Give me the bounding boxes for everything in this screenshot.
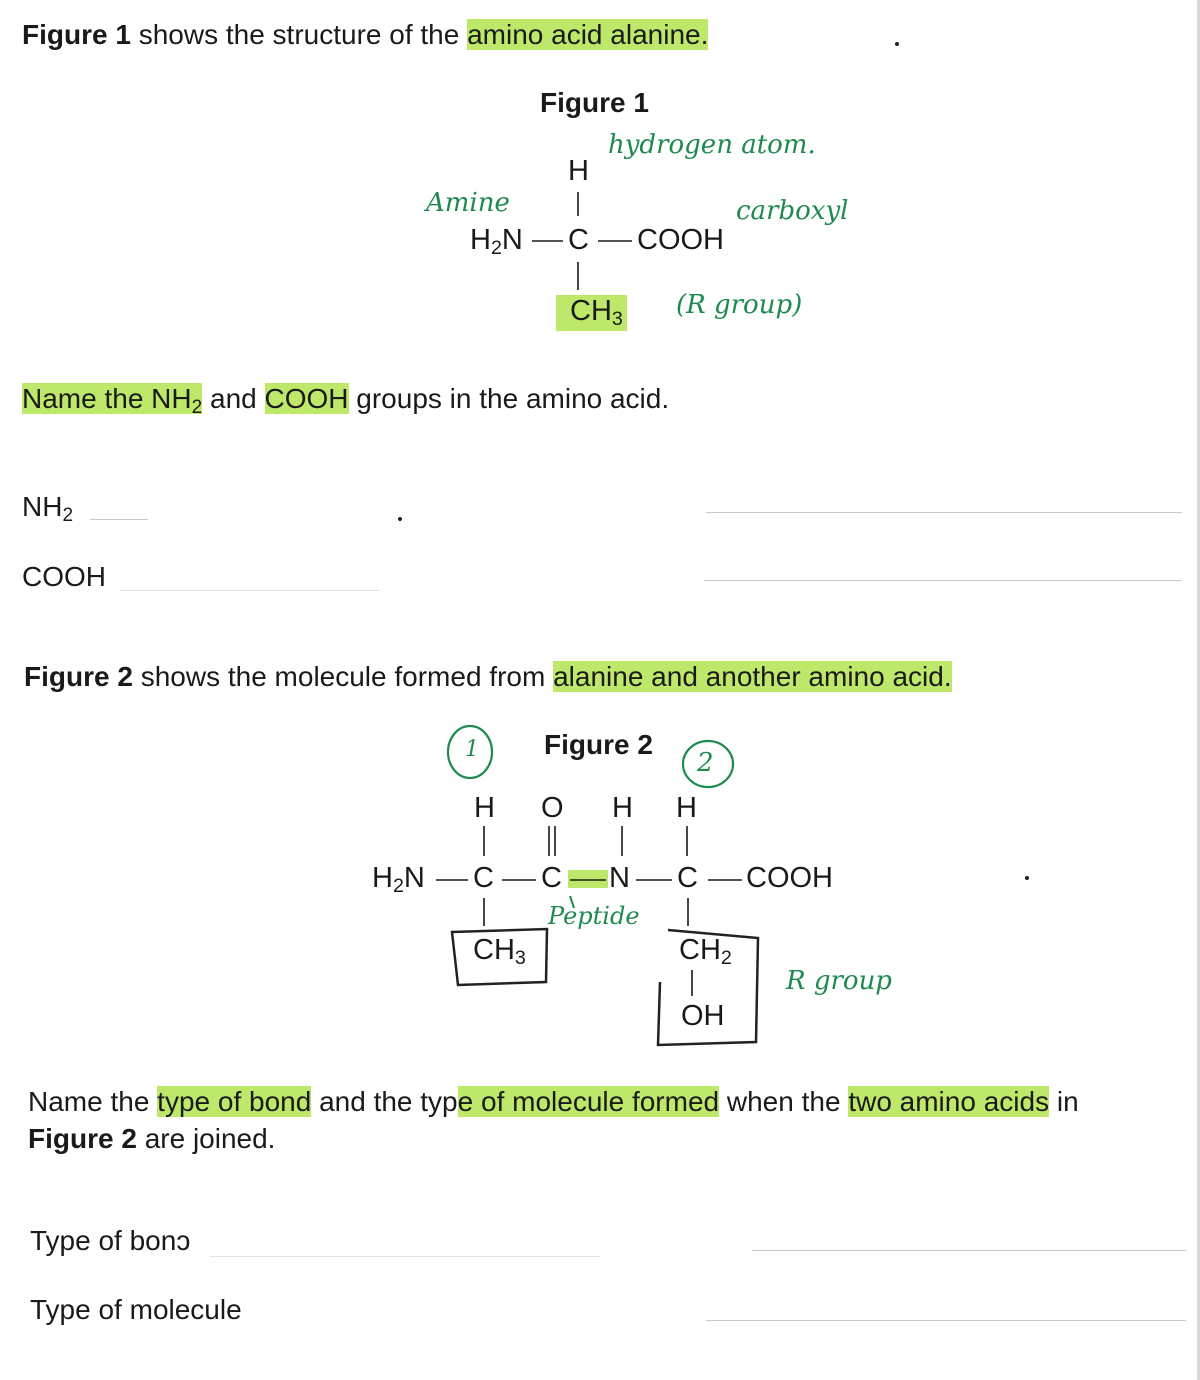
fig2-carbon-carbonyl: C (541, 862, 562, 894)
q1-answer-label-nh: NH (22, 491, 63, 522)
q2-answer-label-molecule: Type of molecule (30, 1294, 242, 1325)
fig1-carboxyl-group: COOH (637, 224, 724, 256)
fig2-carboxyl-group: COOH (746, 862, 833, 894)
fig2-note-r-group: R group (786, 966, 892, 996)
q1-answer-label-sub: 2 (62, 504, 74, 526)
q2-q1-d: in (1049, 1086, 1079, 1117)
fig2-box-r-group-2 (658, 930, 758, 1045)
fig1-amine-sub: 2 (490, 236, 502, 259)
q2-answer-line-bond-a[interactable] (210, 1256, 600, 1257)
q2-q2-bold: Figure 2 (28, 1123, 137, 1154)
q1-question-name-nh: Name the NH (22, 383, 192, 414)
speck-3 (1025, 876, 1029, 880)
fig2-methyl-sub: 3 (514, 946, 526, 969)
fig1-note-carboxyl: carboxyl (736, 196, 849, 226)
q2-q2-rest: are joined. (136, 1123, 276, 1154)
figure1-title: Figure 1 (540, 87, 649, 118)
q2-answer-label-bond: Type of bonɔ (30, 1225, 191, 1256)
fig2-amine-sub: 2 (392, 874, 404, 897)
q1-intro-rest: shows the structure of the (130, 19, 468, 50)
fig2-ch2-ch: CH (679, 934, 721, 966)
fig2-note-circle-1: 1 (465, 737, 479, 762)
fig2-carbon-2: C (677, 862, 698, 894)
speck-1 (895, 42, 899, 46)
fig1-alpha-carbon: C (568, 224, 589, 256)
q2-intro-rest: shows the molecule formed from (132, 661, 554, 692)
q2-question-line1 (28, 1085, 1079, 1119)
fig1-note-hydrogen: hydrogen atom. (608, 130, 816, 160)
q1-intro-bold: Figure 1 (22, 19, 131, 50)
q2-intro-bold: Figure 2 (24, 661, 133, 692)
fig2-h-top-2: H (676, 792, 697, 824)
q2-q1-hl-bond: type of bond (157, 1086, 312, 1117)
fig2-methyl-ch: CH (473, 934, 515, 966)
fig2-o-top: O (541, 792, 564, 824)
fig1-note-r-group: (R group) (676, 290, 803, 320)
fig2-peptide-highlight (568, 870, 608, 888)
q1-question-hl-cooh: COOH (264, 383, 349, 414)
fig1-methyl-ch: CH (570, 295, 612, 327)
fig1-amine-n: N (501, 224, 523, 256)
q2-answer-line-molecule[interactable] (706, 1320, 1186, 1321)
speck-2 (398, 517, 402, 521)
q2-q1-hl-two: two amino acids (848, 1086, 1050, 1117)
fig2-amine-n: N (403, 862, 425, 894)
q2-q1-c: when the (719, 1086, 849, 1117)
fig2-ch2-sub: 2 (720, 946, 732, 969)
q2-answer-line-bond-b[interactable] (752, 1250, 1186, 1251)
fig1-methyl-sub: 3 (611, 307, 623, 330)
figure2-title: Figure 2 (544, 729, 653, 760)
fig2-amine-h: H (372, 862, 393, 894)
q2-q1-a: Name the (28, 1086, 158, 1117)
q2-question-line2 (28, 1122, 275, 1156)
fig1-note-amine: Amine (426, 188, 510, 218)
q1-question-and: and (202, 383, 265, 414)
q1-answer-label-cooh: COOH (22, 561, 106, 592)
q2-intro-highlight-b: acid. (884, 661, 952, 692)
fig2-h-top-n: H (612, 792, 633, 824)
q1-question-sub: 2 (191, 396, 203, 418)
fig2-h-top-1: H (474, 792, 495, 824)
fig1-hydrogen: H (568, 155, 589, 187)
fig2-box-r-group-1 (452, 929, 547, 985)
fig2-nitrogen: N (609, 862, 630, 894)
fig2-hydroxyl-group: OH (681, 1000, 725, 1032)
fig2-note-peptide: Peptide (548, 902, 640, 930)
q2-q1-b: and the typ (311, 1086, 458, 1117)
fig2-carbon-1: C (473, 862, 494, 894)
q2-q1-hl-molecule: e of molecule formed (457, 1086, 720, 1117)
q1-question-rest: groups in the amino acid. (348, 383, 670, 414)
q1-intro-highlight: amino acid alanine. (467, 19, 709, 50)
q2-intro-highlight: alanine and another amino (553, 661, 885, 692)
fig2-note-circle-2: 2 (697, 748, 714, 778)
fig1-amine-h: H (470, 224, 491, 256)
